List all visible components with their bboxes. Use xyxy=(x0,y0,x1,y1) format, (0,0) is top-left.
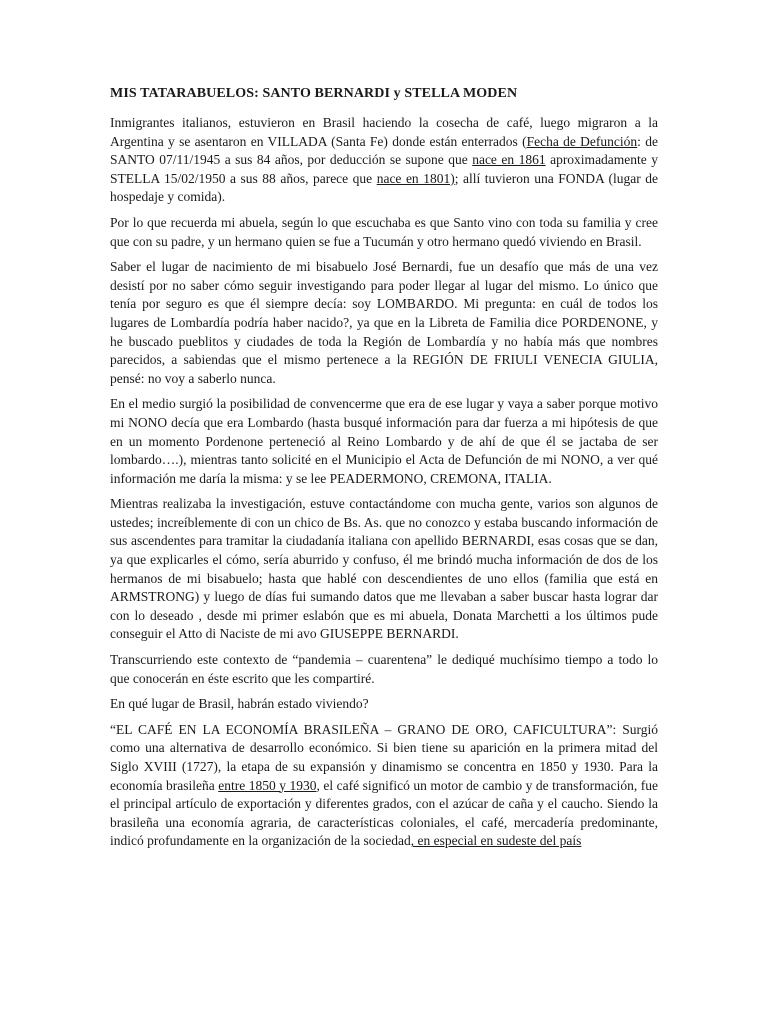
paragraph-8 xyxy=(110,721,658,851)
paragraph-1-text-c: aproximadamente y STELLA 15/02/1950 a sus 88 años, parece que xyxy=(110,152,658,186)
underlined-nace-1861: nace en 1861 xyxy=(472,152,546,168)
paragraph-2: Por lo que recuerda mi abuela, según lo que escuchaba es que Santo vino con toda su familia y cree que con su padre, y un hermano quien se fue a Tucumán y otro hermano quedó viviendo en Brasil. xyxy=(110,214,658,249)
paragraph-5: Mientras realizaba la investigación, estuve contactándome con mucha gente, varios son algunos de ustedes; increíblemente di con un chico de Bs. As. que no conozco y estaba buscando información de sus ascendentes para tramitar la ciudadanía italiana con apellido BERNARDI, esas cosas que se dan, ya que explicarles el cómo, sería aburrido y confuso, él me brindó mucha información de dos de los hermanos de mi bisabuelo; hasta que hablé con descendientes de uno ellos (familia que está en ARMSTRONG) y luego de días fui sumando datos que me llevaban a saber buscar hasta lograr dar con lo deseado , desde mi primer eslabón que es mi abuela, Donata Marchetti a los últimos pude conseguir el Atto di Naciste de mi avo GIUSEPPE BERNARDI. xyxy=(110,496,658,642)
underlined-sudeste: , en especial en sudeste del país xyxy=(410,833,582,849)
underlined-1850-1930: entre 1850 y 1930 xyxy=(218,777,317,793)
paragraph-1-text-a: Inmigrantes italianos, estuvieron en Brasil haciendo la cosecha de café, luego migraron a la Argentina y se asentaron en VILLADA (Santa Fe) donde están enterrados ( xyxy=(110,115,658,149)
underlined-nace-1801: nace en 1801) xyxy=(376,170,455,186)
underlined-fecha-defuncion: Fecha de Defunción xyxy=(526,133,638,149)
paragraph-8-text-b: , el café significó un motor de cambio y de transformación, fue el principal artículo de exportación y diferentes grados, con el azúcar de caña y el caucho. Siendo la brasileña una economía agraria, de características coloniales, el café, mercadería predominante, indicó profundamente en la organización de la sociedad xyxy=(110,777,658,849)
document-title: MIS TATARABUELOS: SANTO BERNARDI y STELLA MODEN xyxy=(110,86,518,101)
paragraph-7: En qué lugar de Brasil, habrán estado viviendo? xyxy=(110,696,369,712)
paragraph-1-text-d: ; allí tuvieron una FONDA (lugar de hospedaje y comida). xyxy=(110,170,659,205)
paragraph-8-text-a: “EL CAFÉ EN LA ECONOMÍA BRASILEÑA – GRANO DE ORO, CAFICULTURA”: Surgió como una alternativa de desarrollo económico. Si bien tiene su aparición en la primera mitad del Siglo XVIII (1727), la etapa de su expansión y dinamismo se concentra en 1850 y 1930. Para la economía brasileña xyxy=(110,721,658,793)
paragraph-4: En el medio surgió la posibilidad de convencerme que era de ese lugar y vaya a saber porque motivo mi NONO decía que era Lombardo (hasta busqué información para dar fuerza a mi hipótesis de que en un momento Pordenone perteneció al Reino Lombardo y de ahí de que él se jactaba de ser lombardo….), mientras tanto solicité en el Municipio el Acta de Defunción de mi NONO, a ver qué información me daría la misma: y se lee PEADERMONO, CREMONA, ITALIA. xyxy=(110,396,658,486)
paragraph-1-text-b: : de SANTO 07/11/1945 a sus 84 años, por deducción se supone que xyxy=(110,133,658,168)
paragraph-6: Transcurriendo este contexto de “pandemia – cuarentena” le dediqué muchísimo tiempo a todo lo que conocerán en éste escrito que les compartiré. xyxy=(110,652,658,686)
paragraph-1 xyxy=(110,114,658,207)
paragraph-3: Saber el lugar de nacimiento de mi bisabuelo José Bernardi, fue un desafío que más de una vez desistí por no saber cómo seguir investigando para poder llegar al lugar del mismo. Lo único que tenía por seguro es que él siempre decía: soy LOMBARDO. Mi pregunta: en cuál de todos los lugares de Lombardía podría haber nacido?, ya que en la Libreta de Familia dice PORDENONE, y he buscado pueblitos y ciudades de toda la Región de Lombardía y no había más que nombres parecidos, a sabiendas que el mismo pertenece a la REGIÓN DE FRIULI VENECIA GIULIA, pensé: no voy a saberlo nunca. xyxy=(110,259,658,386)
